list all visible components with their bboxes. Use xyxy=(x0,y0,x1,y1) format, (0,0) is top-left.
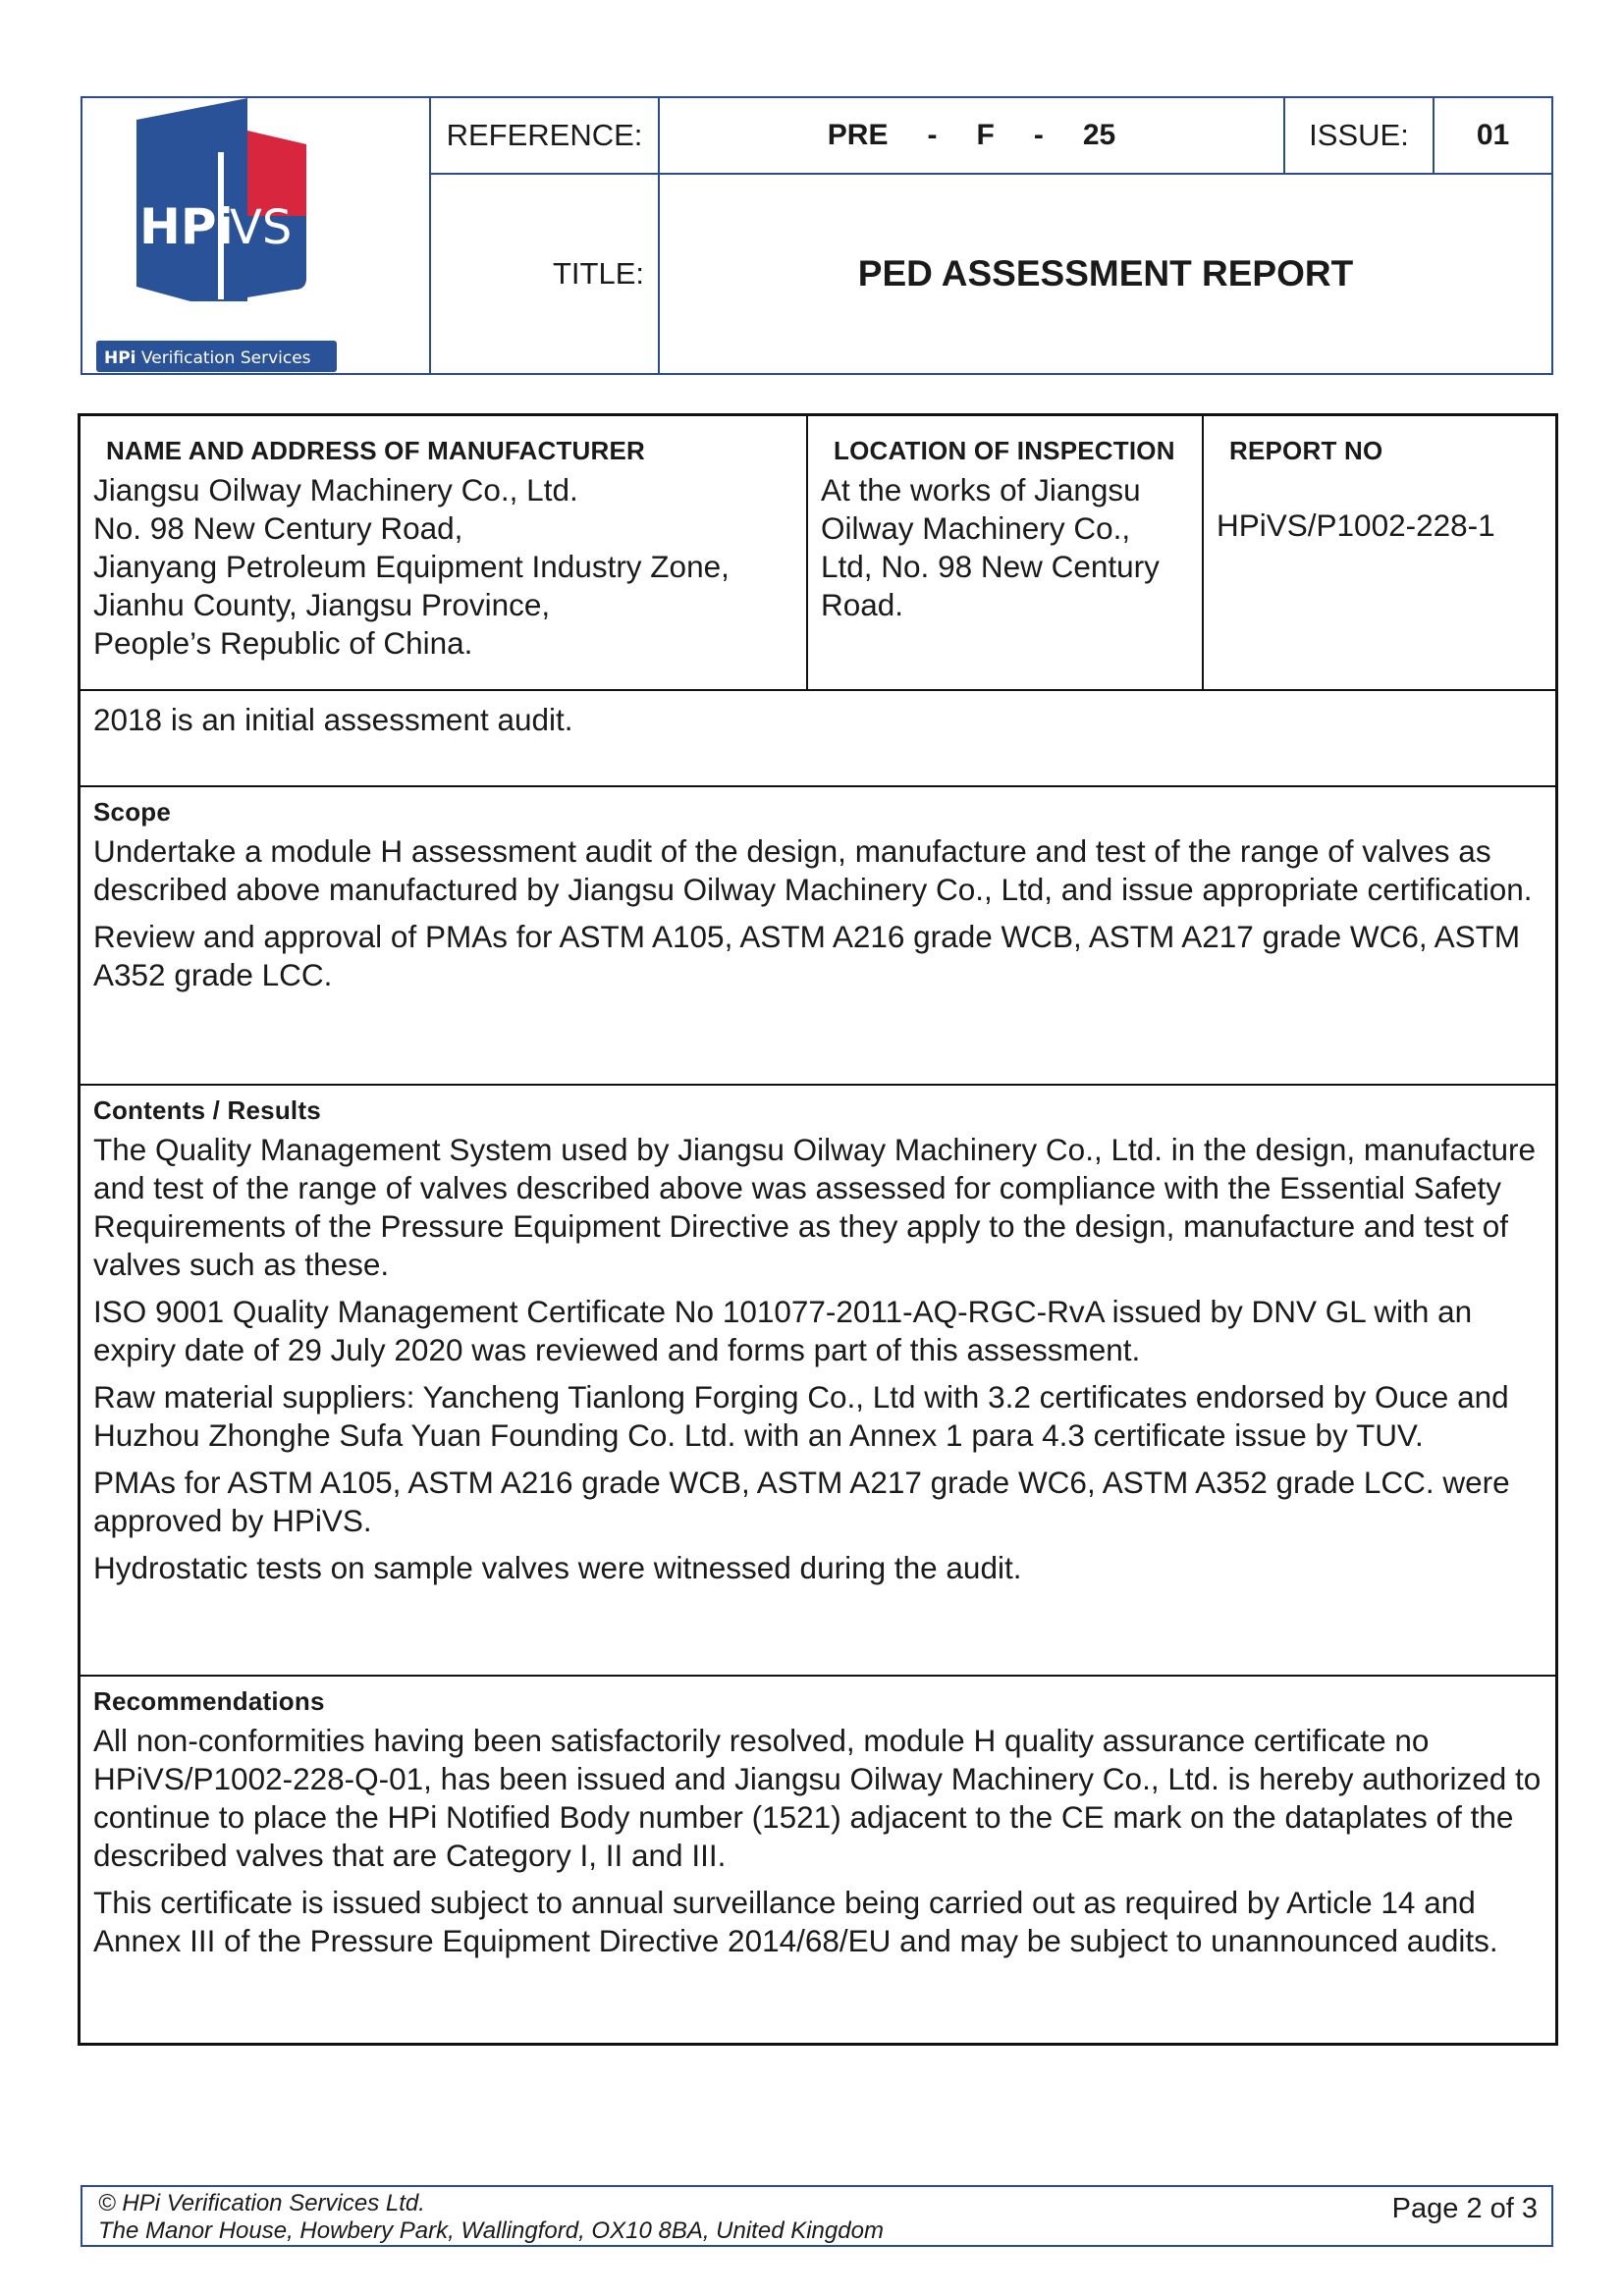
issue-value: 01 xyxy=(1476,119,1510,151)
manufacturer-line: Jiangsu Oilway Machinery Co., Ltd. xyxy=(93,472,578,507)
contents-paragraph: Hydrostatic tests on sample valves were witnessed during the audit. xyxy=(93,1550,1022,1585)
recommendations-paragraph: All non-conformities having been satisfactorily resolved, module H quality assurance certificate no HPiVS/P1002-228-Q-01, has been issued and Jiangsu Oilway Machinery Co., Ltd. is hereby authorized to continue to place the HPi Notified Body number (1521) adjacent to the CE mark on the dataplates of the described valves that are Category I, II and III. xyxy=(93,1723,1542,1873)
logo-tagline: HPi Verification Services xyxy=(104,348,311,368)
contents-paragraph: Raw material suppliers: Yancheng Tianlong Forging Co., Ltd with 3.2 certificates endorsed by Ouce and Huzhou Zhonghe Sufa Yuan Founding Co. Ltd. with an Annex 1 para 4.3 certificate issue by TUV. xyxy=(93,1379,1509,1453)
location-line: Ltd, No. 98 New Century xyxy=(821,549,1160,584)
page-number: Page 2 of 3 xyxy=(1391,2193,1538,2224)
location-cell xyxy=(808,416,1204,689)
info-row xyxy=(81,416,1555,691)
report-no-value: HPiVS/P1002-228-1 xyxy=(1217,507,1495,543)
manufacturer-line: Jianhu County, Jiangsu Province, xyxy=(93,587,551,622)
scope-paragraph: Review and approval of PMAs for ASTM A105, ASTM A216 grade WCB, ASTM A217 grade WC6, ASTM A352 grade LCC. xyxy=(93,919,1521,992)
report-no-heading: REPORT NO xyxy=(1229,436,1383,465)
reference-value: PRE - F - 25 xyxy=(660,98,1285,173)
location-line: At the works of Jiangsu xyxy=(821,472,1141,507)
contents-paragraph: The Quality Management System used by Jiangsu Oilway Machinery Co., Ltd. in the design, manufacture and test of the range of valves described above was assessed for compliance with the Essential Safety Requirements of the Pressure Equipment Directive as they apply to the design, manufacture and test of valves such as these. xyxy=(93,1132,1536,1282)
initial-note: 2018 is an initial assessment audit. xyxy=(93,702,573,737)
contents-heading: Contents / Results xyxy=(93,1095,321,1125)
recommendations-section xyxy=(81,1677,1555,2043)
footer-company: © HPi Verification Services Ltd. xyxy=(98,2190,425,2216)
report-table xyxy=(78,413,1558,2046)
document-header xyxy=(81,96,1553,375)
hpivs-logo xyxy=(82,98,427,373)
title-label: TITLE: xyxy=(431,175,660,373)
scope-paragraph: Undertake a module H assessment audit of the design, manufacture and test of the range of valves as described above manufactured by Jiangsu Oilway Machinery Co., Ltd, and issue appropriate certification. xyxy=(93,833,1533,907)
page-footer xyxy=(81,2185,1553,2247)
manufacturer-line: No. 98 New Century Road, xyxy=(93,510,463,546)
recommendations-heading: Recommendations xyxy=(93,1686,325,1716)
manufacturer-heading: NAME AND ADDRESS OF MANUFACTURER xyxy=(106,436,646,465)
location-line: Road. xyxy=(821,587,904,622)
manufacturer-cell xyxy=(81,416,808,689)
issue-label: ISSUE: xyxy=(1285,98,1435,173)
document-title: PED ASSESSMENT REPORT xyxy=(857,253,1354,294)
logo-brand-sub: VS xyxy=(230,200,293,255)
manufacturer-line: People’s Republic of China. xyxy=(93,625,473,661)
scope-section xyxy=(81,787,1555,1086)
scope-heading: Scope xyxy=(93,797,172,827)
location-heading: LOCATION OF INSPECTION xyxy=(834,436,1175,465)
footer-address: The Manor House, Howbery Park, Wallingford, OX10 8BA, United Kingdom xyxy=(98,2217,884,2244)
location-line: Oilway Machinery Co., xyxy=(821,510,1131,546)
reference-label: REFERENCE: xyxy=(431,98,660,173)
contents-section xyxy=(81,1086,1555,1677)
contents-paragraph: PMAs for ASTM A105, ASTM A216 grade WCB, ASTM A217 grade WC6, ASTM A352 grade LCC. were approved by HPiVS. xyxy=(93,1465,1510,1538)
recommendations-paragraph: This certificate is issued subject to annual surveillance being carried out as required by Article 14 and Annex III of the Pressure Equipment Directive 2014/68/EU and may be subject to unannounced audits. xyxy=(93,1885,1498,1958)
manufacturer-line: Jianyang Petroleum Equipment Industry Zone, xyxy=(93,549,730,584)
logo-cell xyxy=(82,98,431,373)
report-no-cell xyxy=(1204,416,1555,689)
initial-note-section xyxy=(81,691,1555,787)
logo-brand-main: HPi xyxy=(139,198,234,255)
contents-paragraph: ISO 9001 Quality Management Certificate No 101077-2011-AQ-RGC-RvA issued by DNV GL with an expiry date of 29 July 2020 was reviewed and forms part of this assessment. xyxy=(93,1294,1473,1367)
